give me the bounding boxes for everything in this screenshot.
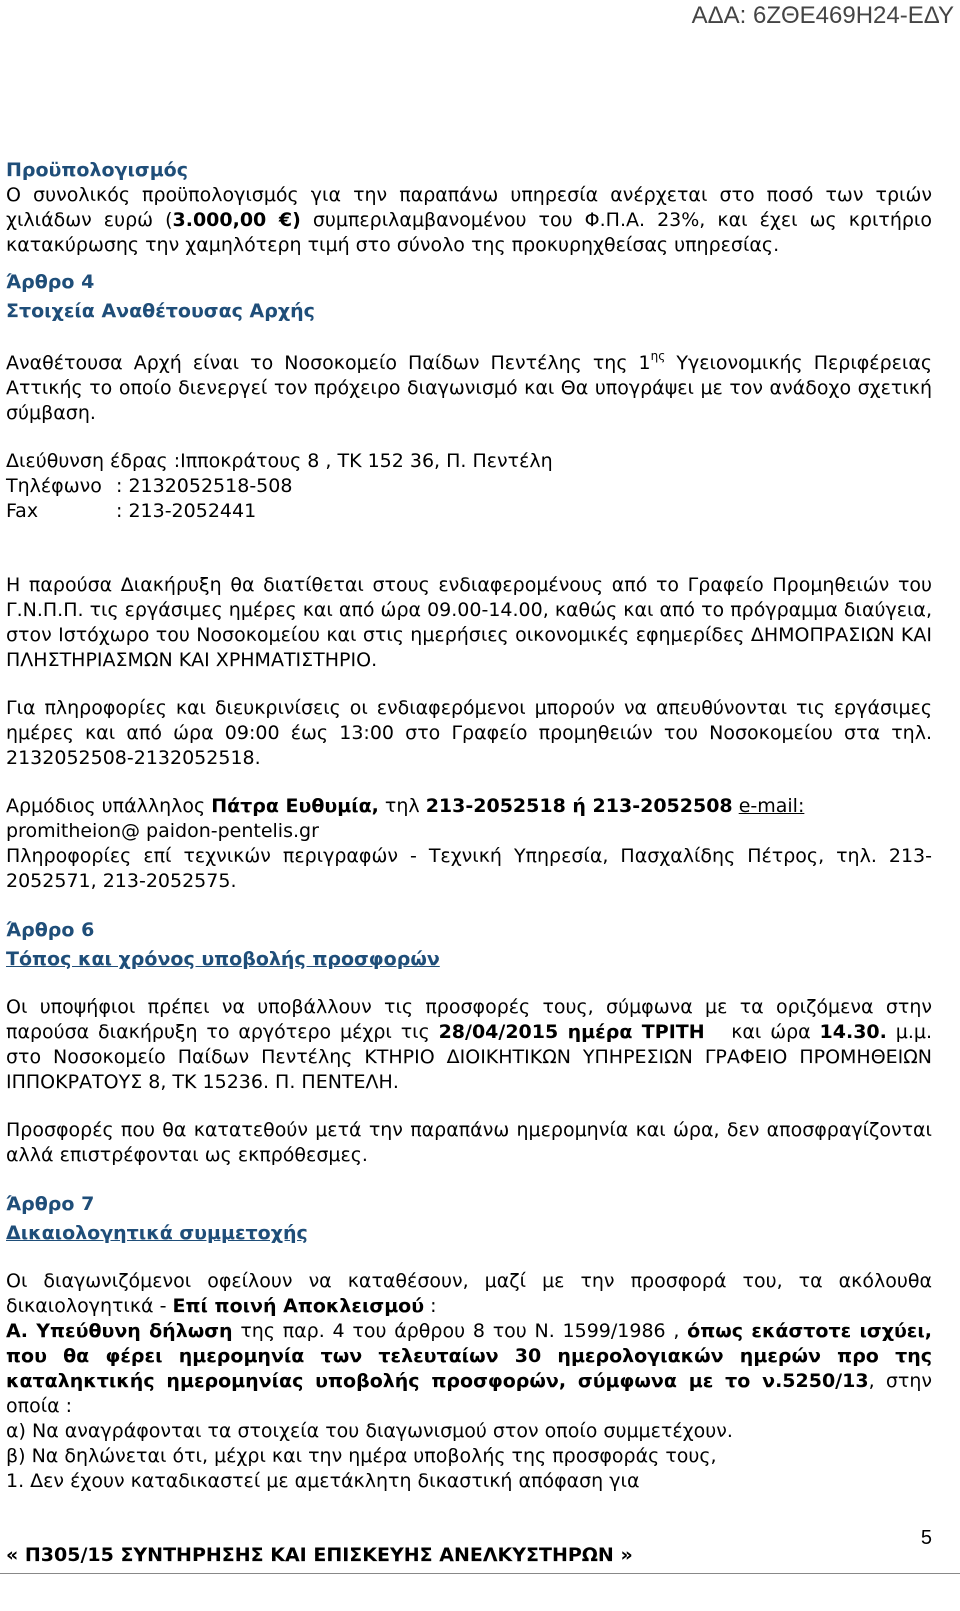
- article-4-subheading: Στοιχεία Αναθέτουσας Αρχής: [6, 300, 315, 322]
- item-a-title: Α. Υπεύθυνη δήλωση: [6, 1320, 233, 1342]
- footer-title: « Π305/15 ΣΥΝΤΗΡΗΣΗΣ ΚΑΙ ΕΠΙΣΚΕΥΗΣ ΑΝΕΛΚΥΣΤΗΡΩΝ »: [6, 1544, 633, 1566]
- budget-section: [6, 158, 932, 258]
- documents-text-1: Οι διαγωνιζόμενοι οφείλουν να καταθέσουν, μαζί με την προσφορά του, τα ακόλουθα δικαιολογητικά -: [6, 1270, 932, 1317]
- submission-text-1: Οι υποψήφιοι πρέπει να υποβάλλουν τις προσφορές τους, σύμφωνα με τα οριζόμενα στην παρούσα διακήρυξη το αργότερο μέχρι τις: [6, 996, 932, 1043]
- sub-item-a: α) Να αναγράφονται τα στοιχεία του διαγωνισμού στον οποίο συμμετέχουν.: [6, 1420, 733, 1442]
- article-6: [6, 918, 932, 1168]
- submission-text-2: και ώρα: [704, 1021, 820, 1043]
- item-a-bold-text: όπως εκάστοτε ισχύει, που θα φέρει ημερομηνία των τελευταίων 30 ημερολογιακών ημερών προ της καταληκτικής ημερομηνίας υποβολής προσφορών, σύμφωνα με το ν.5250/13: [6, 1320, 932, 1392]
- item-a-text-2: , στην οποία :: [6, 1370, 933, 1417]
- contact-paragraph: [6, 794, 932, 844]
- article-4: [6, 270, 932, 894]
- budget-amount: 3.000,00 €): [172, 209, 301, 231]
- phone-line: [6, 474, 932, 499]
- authority-text-2: Υγειονομικής Περιφέρειας Αττικής το οποίο διενεργεί τον πρόχειρο διαγωνισμό και Θα υπογράψει με τον ανάδοχο σχετική σύμβαση.: [6, 352, 933, 424]
- submission-text-3: μ.μ. στο Νοσοκομείο Παίδων Πεντέλης ΚΤΗΡΙΟ ΔΙΟΙΚΗΤΙΚΩΝ ΥΠΗΡΕΣΙΩΝ ΓΡΑΦΕΙΟ ΠΡΟΜΗΘΕΙΩΝ ΙΠΠΟΚΡΑΤΟΥΣ 8, ΤΚ 15236. Π. ΠΕΝΤΕΛΗ.: [6, 1021, 932, 1093]
- contact-mid: τηλ: [378, 795, 426, 817]
- article-6-heading: Άρθρο 6: [6, 919, 95, 941]
- article-6-paragraph-1: [6, 995, 932, 1095]
- article-6-subheading: Τόπος και χρόνος υποβολής προσφορών: [6, 948, 440, 970]
- budget-text-1: Ο συνολικός προϋπολογισμός για την παραπάνω υπηρεσία ανέρχεται στο ποσό των τριών χιλιάδων ευρώ (: [6, 184, 932, 231]
- article-7: [6, 1192, 932, 1494]
- article-6-paragraph-2: Προσφορές που θα κατατεθούν μετά την παραπάνω ημερομηνία και ώρα, δεν αποσφραγίζονται αλλά επιστρέφονται ως εκπρόθεσμες.: [6, 1119, 932, 1166]
- documents-text-2: :: [424, 1295, 437, 1317]
- authority-text-1: Αναθέτουσα Αρχή είναι το Νοσοκομείο Παίδων Πεντέλης της 1: [6, 352, 651, 374]
- fax-label: Fax: [6, 500, 39, 522]
- email-address[interactable]: promitheion@ paidon-pentelis.gr: [6, 820, 319, 842]
- contact-name: Πάτρα Ευθυμία,: [211, 795, 379, 817]
- sub-item-b: β) Να δηλώνεται ότι, μέχρι και την ημέρα υποβολής της προσφοράς τους,: [6, 1445, 717, 1467]
- fax-line: [6, 499, 932, 524]
- address-line: Διεύθυνση έδρας :Ιπποκράτους 8 , ΤΚ 152 36, Π. Πεντέλη: [6, 450, 553, 472]
- article-4-heading: Άρθρο 4: [6, 271, 95, 293]
- footer-rule: [0, 1573, 960, 1574]
- ada-code: ΑΔΑ: 6ΖΘΕ469Η24-ΕΔΥ: [691, 2, 954, 29]
- tech-info: Πληροφορίες επί τεχνικών περιγραφών - Τεχνική Υπηρεσία, Πασχαλίδης Πέτρος, τηλ. 213-2052571, 213-2052575.: [6, 845, 932, 892]
- page-number: 5: [920, 1527, 932, 1549]
- article-7-subheading: Δικαιολογητικά συμμετοχής: [6, 1222, 308, 1244]
- budget-paragraph: [6, 183, 932, 258]
- phone-value: : 2132052518-508: [116, 475, 293, 497]
- article-7-paragraph-1: [6, 1269, 932, 1319]
- exclusion-penalty: Επί ποινή Αποκλεισμού: [172, 1295, 425, 1317]
- article-7-heading: Άρθρο 7: [6, 1193, 95, 1215]
- ordinal-superscript: ης: [650, 349, 666, 363]
- item-a: [6, 1319, 932, 1419]
- article-4-paragraph-3: Για πληροφορίες και διευκρινίσεις οι ενδιαφερόμενοι μπορούν να απευθύνονται τις εργάσιμες ημέρες και από ώρα 09:00 έως 13:00 στο Γραφείο προμηθειών του Νοσοκομείου στα τηλ. 2132052508-2132052518.: [6, 697, 932, 769]
- document-body: [6, 158, 932, 1494]
- budget-text-2: συμπεριλαμβανομένου του Φ.Π.Α. 23%, και έχει ως κριτήριο κατακύρωσης την χαμηλότερη τιμή στο σύνολο της προκυρηχθείσας υπηρεσίας.: [6, 209, 932, 256]
- contact-prefix: Αρμόδιος υπάλληλος: [6, 795, 212, 817]
- submission-time: 14.30.: [819, 1021, 887, 1043]
- item-a-text-1: της παρ. 4 του άρθρου 8 του Ν. 1599/1986 ,: [232, 1320, 688, 1342]
- submission-date: 28/04/2015 ημέρα ΤΡΙΤΗ: [438, 1021, 705, 1043]
- fax-value: : 213-2052441: [116, 500, 257, 522]
- budget-heading: Προϋπολογισμός: [6, 159, 188, 181]
- contact-phones: 213-2052518 ή 213-2052508: [425, 795, 733, 817]
- article-4-paragraph-1: [6, 351, 932, 426]
- article-4-paragraph-2: Η παρούσα Διακήρυξη θα διατίθεται στους ενδιαφερομένους από το Γραφείο Προμηθειών του Γ.Ν.Π.Π. τις εργάσιμες ημέρες και από ώρα 09.00-14.00, καθώς και από το πρόγραμμα διαύγεια, στον Ιστόχωρο του Νοσοκομείου και στις ημερήσιες οικονομικές εφημερίδες ΔΗΜΟΠΡΑΣΙΩΝ ΚΑΙ ΠΛΗΣΤΗΡΙΑΣΜΩΝ ΚΑΙ ΧΡΗΜΑΤΙΣΤΗΡΙΟ.: [6, 574, 932, 671]
- email-label[interactable]: e-mail:: [738, 795, 805, 817]
- sub-item-1: 1. Δεν έχουν καταδικαστεί με αμετάκλητη δικαστική απόφαση για: [6, 1470, 640, 1492]
- phone-label: Τηλέφωνο: [6, 475, 102, 497]
